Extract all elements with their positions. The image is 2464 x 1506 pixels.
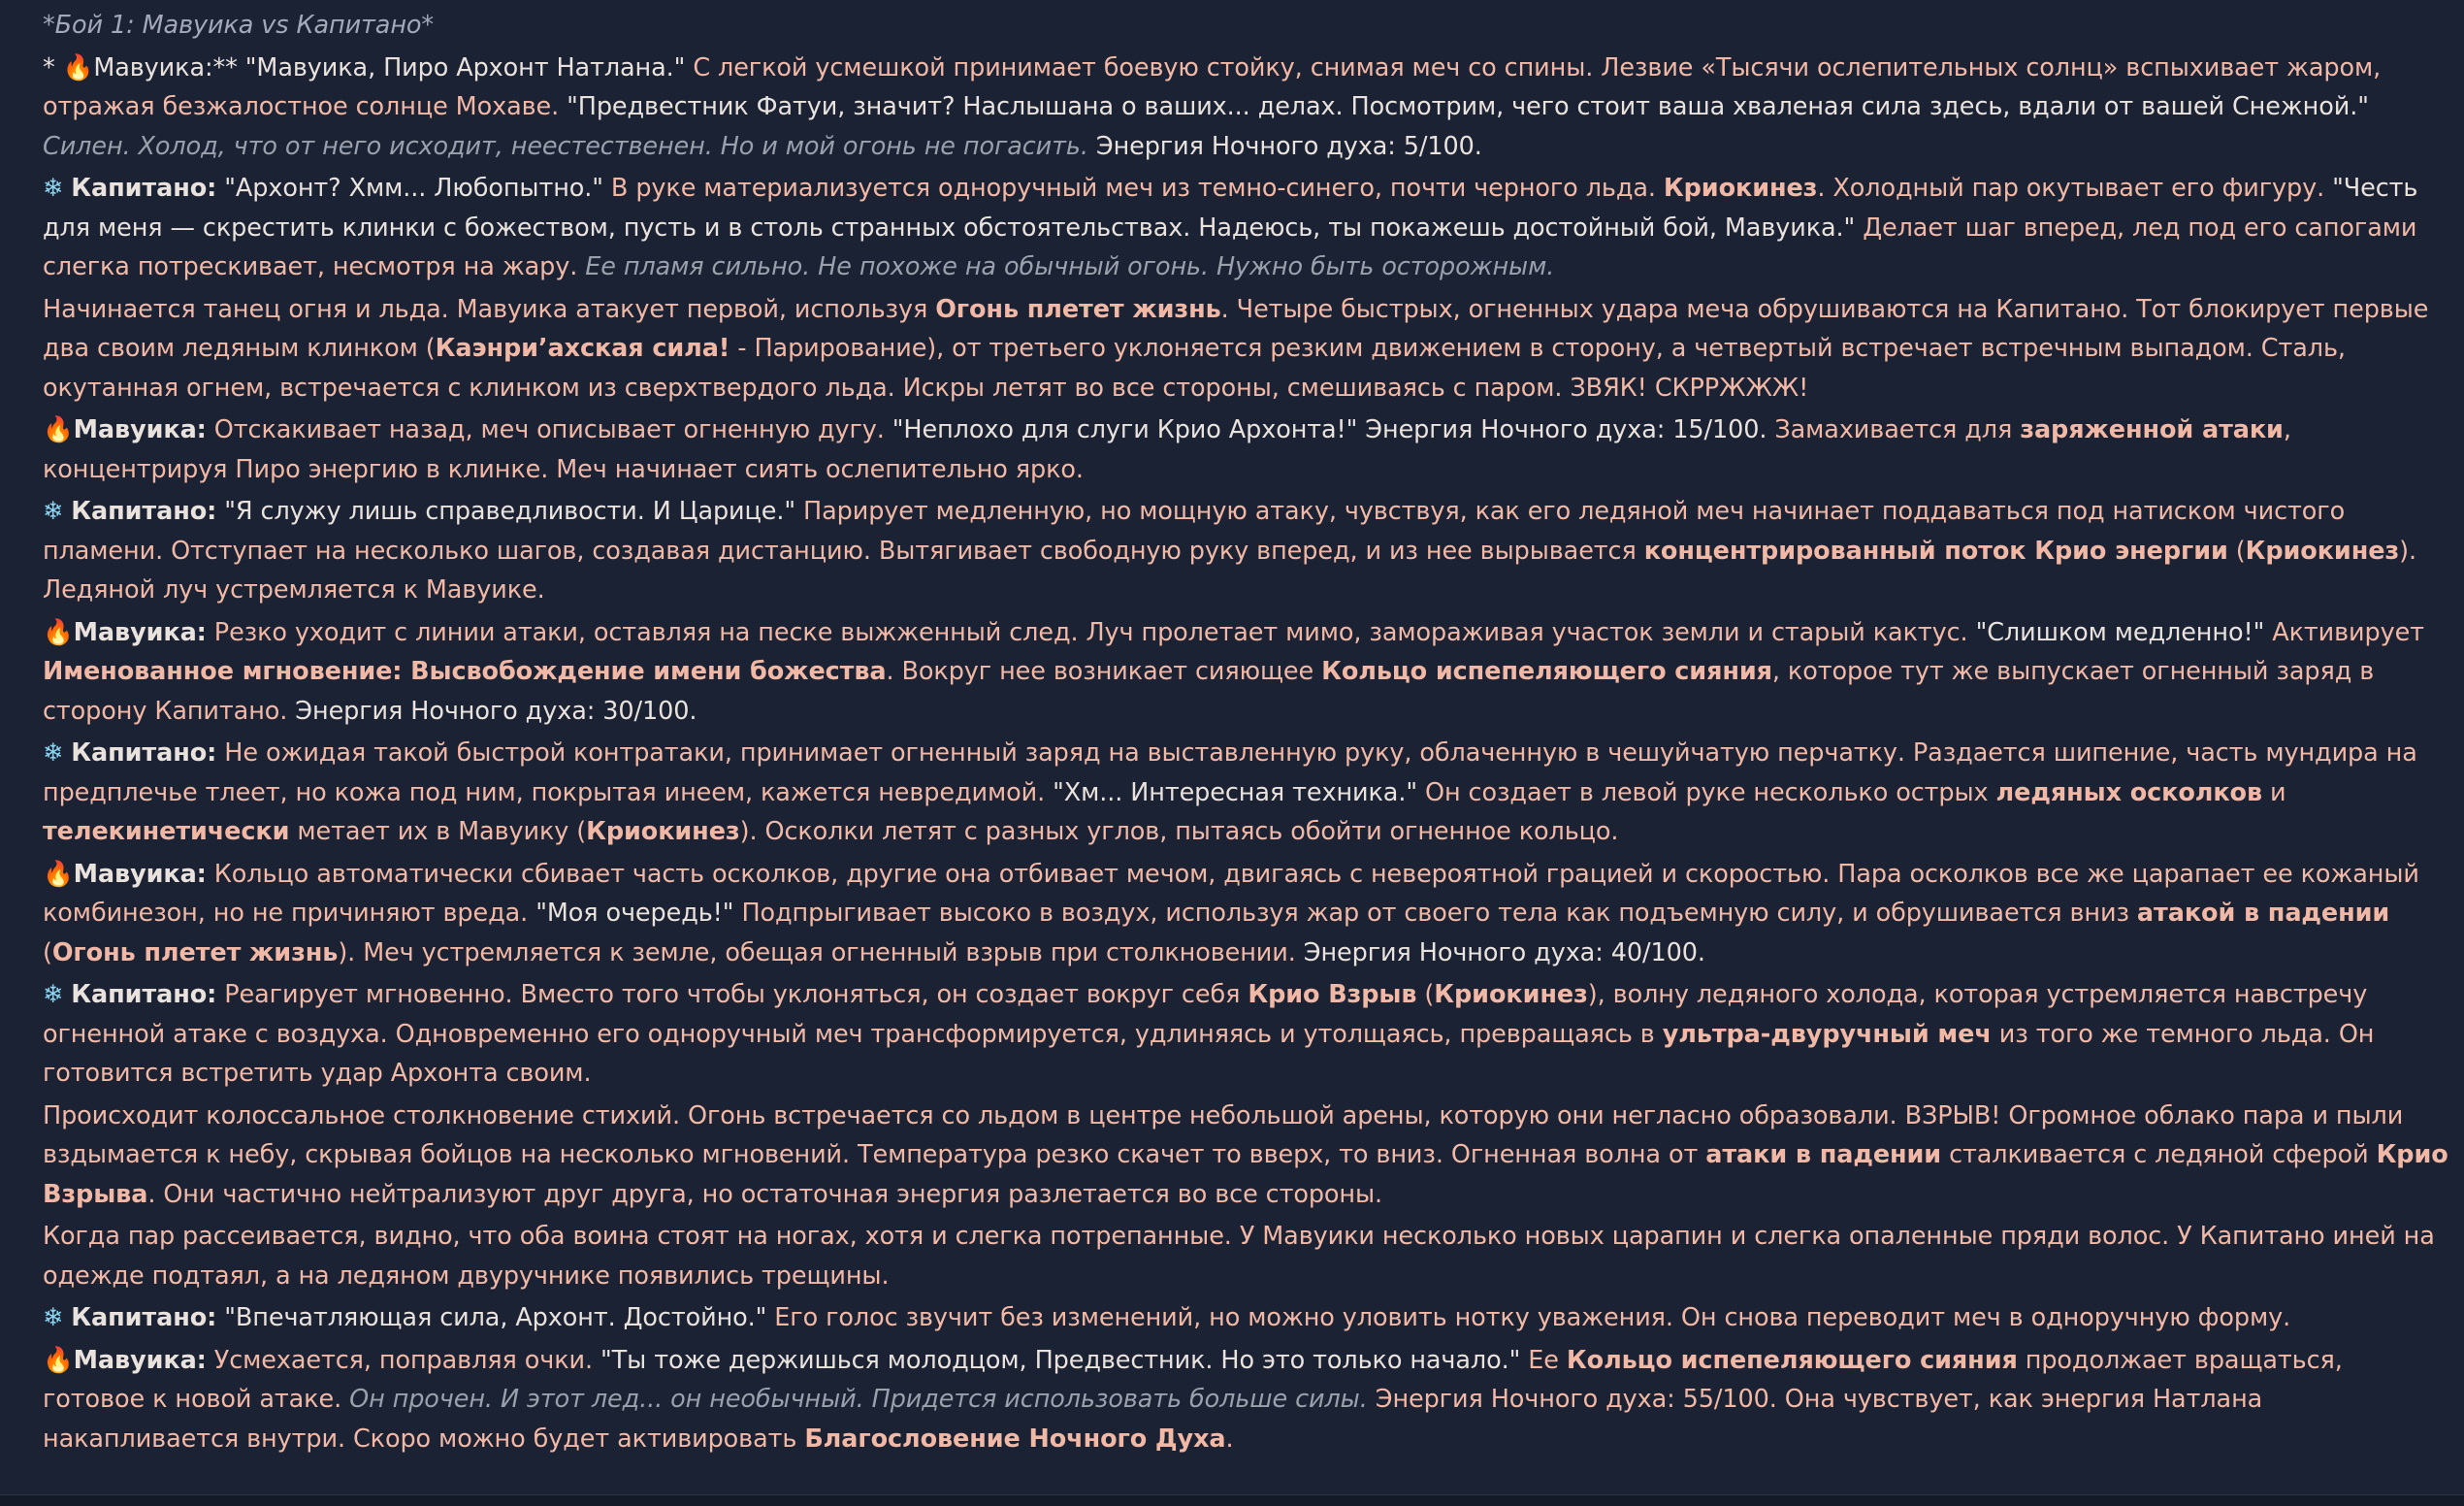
speech: "Честь для меня — скрестить клинки с божеством, пусть и в столь странных обстоятельствах. Надеюсь, ты покажешь достойный бой, Мавуика." (43, 174, 2418, 243)
narration: Усмехается, поправляя очки. (213, 1345, 594, 1375)
narration: ). Осколки летят с разных углов, пытаясь обойти огненное кольцо. (739, 817, 1619, 846)
narration: Парирует медленную, но мощную атаку, чувствуя, как его ледяной меч начинает поддаваться под натиском чистого пламени. Отступает на несколько шагов, создавая дистанцию. Вытягивает свободную руку вперед, и из нее вырывается (43, 497, 2346, 566)
message-capitano-2 (43, 492, 2448, 610)
message-mavuika-1 (43, 49, 2448, 167)
narration: метает их в Мавуику ( (297, 817, 587, 846)
snowflake-icon: ❄ (43, 174, 64, 203)
speaker-name: Капитано: (71, 980, 217, 1009)
speech: "Слишком медленно!" (1975, 617, 2265, 647)
narration: сталкивается с ледяной сферой (1949, 1140, 2369, 1169)
emphasis: Каэнри’ахская сила! (435, 334, 730, 363)
snowflake-icon: ❄ (43, 1303, 64, 1332)
emphasis: Криокинез (1663, 174, 1818, 203)
inner-thought: Ее пламя сильно. Не похоже на обычный огонь. Нужно быть осторожным. (585, 252, 1555, 281)
narration: и (2270, 777, 2286, 807)
narration: С легкой усмешкой принимает боевую стойку, снимая меч со спины. Лезвие «Тысячи ослепительных солнц» вспыхивает жаром, отражая безжалостное солнце Мохаве. (43, 52, 2382, 121)
emphasis: Благословение Ночного Духа (804, 1424, 1226, 1454)
speech: "Мавуика, Пиро Архонт Натлана." (244, 52, 686, 82)
fire-icon: 🔥 (43, 1345, 74, 1375)
narration: Резко уходит с линии атаки, оставляя на песке выжженный след. Луч пролетает мимо, замораживая участок земли и старый кактус. (213, 617, 1968, 647)
speaker-name: Мавуика:** (93, 52, 238, 82)
speech: "Предвестник Фатуи, значит? Наслышана о ваших... делах. Посмотрим, чего стоит ваша хваленая сила здесь, вдали от вашей Снежной." (567, 92, 2369, 121)
narration: ( (2235, 536, 2246, 566)
narration: Не ожидая такой быстрой контратаки, принимает огненный заряд на выставленную руку, облаченную в чешуйчатую перчатку. Раздается шипение, часть мундира на предплечье тлеет, но кожа под ним, покрытая инеем, кажется невредимой. (43, 738, 2417, 807)
speaker-name: Мавуика: (73, 1345, 207, 1375)
fire-icon: 🔥 (62, 52, 94, 82)
emphasis: Крио Взрыв (1248, 980, 1417, 1009)
narration: Энергия Ночного духа: 55/100. Она чувствует, как энергия Натлана накапливается внутри. Скоро можно будет активировать (43, 1385, 2263, 1454)
bottom-divider (0, 1494, 2464, 1506)
speaker-name: Мавуика: (73, 415, 207, 444)
narration: Подпрыгивает высоко в воздух, используя жар от своего тела как подъемную силу, и обрушивается вниз (741, 899, 2129, 928)
speech: "Я служу лишь справедливости. И Царице." (224, 497, 796, 526)
emphasis: Крио Взрыва (43, 1140, 2448, 1209)
narration: Реагирует мгновенно. Вместо того чтобы уклоняться, он создает вокруг себя (224, 980, 1241, 1009)
message-capitano-1 (43, 169, 2448, 287)
bullet-star: * (43, 52, 55, 82)
narration: ). Ледяной луч устремляется к Мавуике. (43, 536, 2416, 605)
energy-status: Энергия Ночного духа: 30/100. (295, 696, 697, 726)
speaker-name: Мавуика: (73, 859, 207, 889)
chat-transcript (43, 6, 2448, 1461)
narration: . Четыре быстрых, огненных удара меча обрушиваются на Капитано. Тот блокирует первые два своим ледяным клинком ( (43, 294, 2429, 363)
narration: Он создает в левой руке несколько острых (1424, 777, 1989, 807)
energy-status: Энергия Ночного духа: 40/100. (1303, 937, 1705, 967)
emphasis: Криокинез (1434, 980, 1588, 1009)
narration: . Вокруг нее возникает сияющее (886, 657, 1314, 686)
speech: "Ты тоже держишься молодцом, Предвестник. Но это только начало." (600, 1345, 1521, 1375)
snowflake-icon: ❄ (43, 738, 64, 768)
emphasis: Криокинез (2245, 536, 2400, 566)
narration: , которое тут же выпускает огненный заряд в сторону Капитано. (43, 657, 2375, 726)
narration: Начинается танец огня и льда. Мавуика атакует первой, используя (43, 294, 928, 324)
message-narration-1 (43, 290, 2448, 409)
emphasis: Огонь плетет жизнь (935, 294, 1221, 324)
speaker-name: Капитано: (71, 174, 217, 203)
snowflake-icon: ❄ (43, 497, 64, 526)
message-mavuika-4 (43, 855, 2448, 973)
narration: Активирует (2272, 617, 2424, 647)
narration: . (1225, 1424, 1234, 1454)
inner-thought: Силен. Холод, что от него исходит, неестественен. Но и мой огонь не погасить. (43, 131, 1088, 161)
speech: "Архонт? Хмм... Любопытно." (224, 174, 603, 203)
emphasis: Огонь плетет жизнь (51, 937, 339, 967)
emphasis: атаки в падении (1705, 1140, 1942, 1169)
message-capitano-3 (43, 734, 2448, 852)
narration: Ее (1528, 1345, 1559, 1375)
narration: . Они частично нейтрализуют друг друга, но остаточная энергия разлетается во все стороны. (147, 1179, 1383, 1209)
speech: "Неплохо для слуги Крио Архонта!" Энергия Ночного духа: 15/100. (892, 415, 1767, 444)
narration: Его голос звучит без изменений, но можно уловить нотку уважения. Он снова переводит меч в одноручную форму. (774, 1303, 2291, 1332)
narration: , концентрируя Пиро энергию в клинке. Меч начинает сиять ослепительно ярко. (43, 415, 2291, 484)
speaker-name: Капитано: (71, 1303, 217, 1332)
emphasis: Кольцо испепеляющего сияния (1321, 657, 1772, 686)
emphasis: Кольцо испепеляющего сияния (1566, 1345, 2018, 1375)
energy-status: Энергия Ночного духа: 5/100. (1095, 131, 1482, 161)
speech: "Моя очередь!" (535, 899, 734, 928)
fire-icon: 🔥 (43, 415, 74, 444)
narration: Замахивается для (1774, 415, 2013, 444)
narration: Происходит колоссальное столкновение стихий. Огонь встречается со льдом в центре небольшой арены, которую они негласно образовали. ВЗРЫВ! Огромное облако пара и пыли вздымается к небу, скрывая бойцов на несколько мгновений. Температура резко скачет то вверх, то вниз. Огненная волна от (43, 1100, 2404, 1169)
narration: ( (1424, 980, 1435, 1009)
narration: Отскакивает назад, меч описывает огненную дугу. (213, 415, 885, 444)
speaker-name: Капитано: (71, 497, 217, 526)
emphasis: Именованное мгновение: Высвобождение имени божества (43, 657, 887, 686)
speaker-name: Капитано: (71, 738, 217, 768)
battle-heading: *Бой 1: Мавуика vs Капитано* (43, 11, 435, 40)
emphasis: концентрированный поток Крио энергии (1643, 536, 2228, 566)
narration: Когда пар рассеивается, видно, что оба воина стоят на ногах, хотя и слегка потрепанные. У Мавуики несколько новых царапин и слегка опаленные пряди волос. У Капитано иней на одежде подтаял, а на ледяном двуручнике появились трещины. (43, 1222, 2435, 1291)
fire-icon: 🔥 (43, 859, 74, 889)
narration: из того же темного льда. Он готовится встретить удар Архонта своим. (43, 1019, 2375, 1088)
emphasis: заряженной атаки (2020, 415, 2284, 444)
message-capitano-4 (43, 975, 2448, 1094)
speech: "Хм... Интересная техника." (1053, 777, 1417, 807)
narration: продолжает вращаться, готовое к новой атаке. (43, 1345, 2343, 1414)
message-mavuika-3 (43, 613, 2448, 732)
narration: . Холодный пар окутывает его фигуру. (1817, 174, 2325, 203)
emphasis: ледяных осколков (1995, 777, 2262, 807)
emphasis: ультра-двуручный меч (1662, 1019, 1992, 1049)
fire-icon: 🔥 (43, 617, 74, 647)
speech: "Впечатляющая сила, Архонт. Достойно." (224, 1303, 767, 1332)
snowflake-icon: ❄ (43, 980, 64, 1009)
message-mavuika-2 (43, 410, 2448, 489)
emphasis: Криокинез (586, 817, 740, 846)
message-narration-2 (43, 1097, 2448, 1215)
message-narration-3 (43, 1217, 2448, 1295)
inner-thought: Он прочен. И этот лед... он необычный. Придется использовать больше силы. (349, 1385, 1368, 1414)
narration: ( (43, 937, 52, 967)
narration: Кольцо автоматически сбивает часть осколков, другие она отбивает мечом, двигаясь с невероятной грацией и скоростью. Пара осколков все же царапает ее кожаный комбинезон, но не причиняют вреда. (43, 859, 2419, 928)
emphasis: телекинетически (43, 817, 290, 846)
narration: В руке материализуется одноручный меч из темно-синего, почти черного льда. (610, 174, 1656, 203)
emphasis: атакой в падении (2136, 899, 2390, 928)
narration: ). Меч устремляется к земле, обещая огненный взрыв при столкновении. (338, 937, 1296, 967)
message-mavuika-5 (43, 1341, 2448, 1459)
narration: - Парирование), от третьего уклоняется резким движением в сторону, а четвертый встречает встречным выпадом. Сталь, окутанная огнем, встречается с клинком из сверхтвердого льда. Искры летят во все стороны, смешиваясь с паром. ЗВЯК! СКРРЖЖЖ! (43, 334, 2346, 403)
speaker-name: Мавуика: (73, 617, 207, 647)
narration: Делает шаг вперед, лед под его сапогами слегка потрескивает, несмотря на жару. (43, 213, 2417, 281)
message-capitano-5 (43, 1298, 2448, 1338)
narration: ), волну ледяного холода, которая устремляется навстречу огненной атаке с воздуха. Одновременно его одноручный меч трансформируется, удлиняясь и утолщаясь, превращаясь в (43, 980, 2368, 1049)
